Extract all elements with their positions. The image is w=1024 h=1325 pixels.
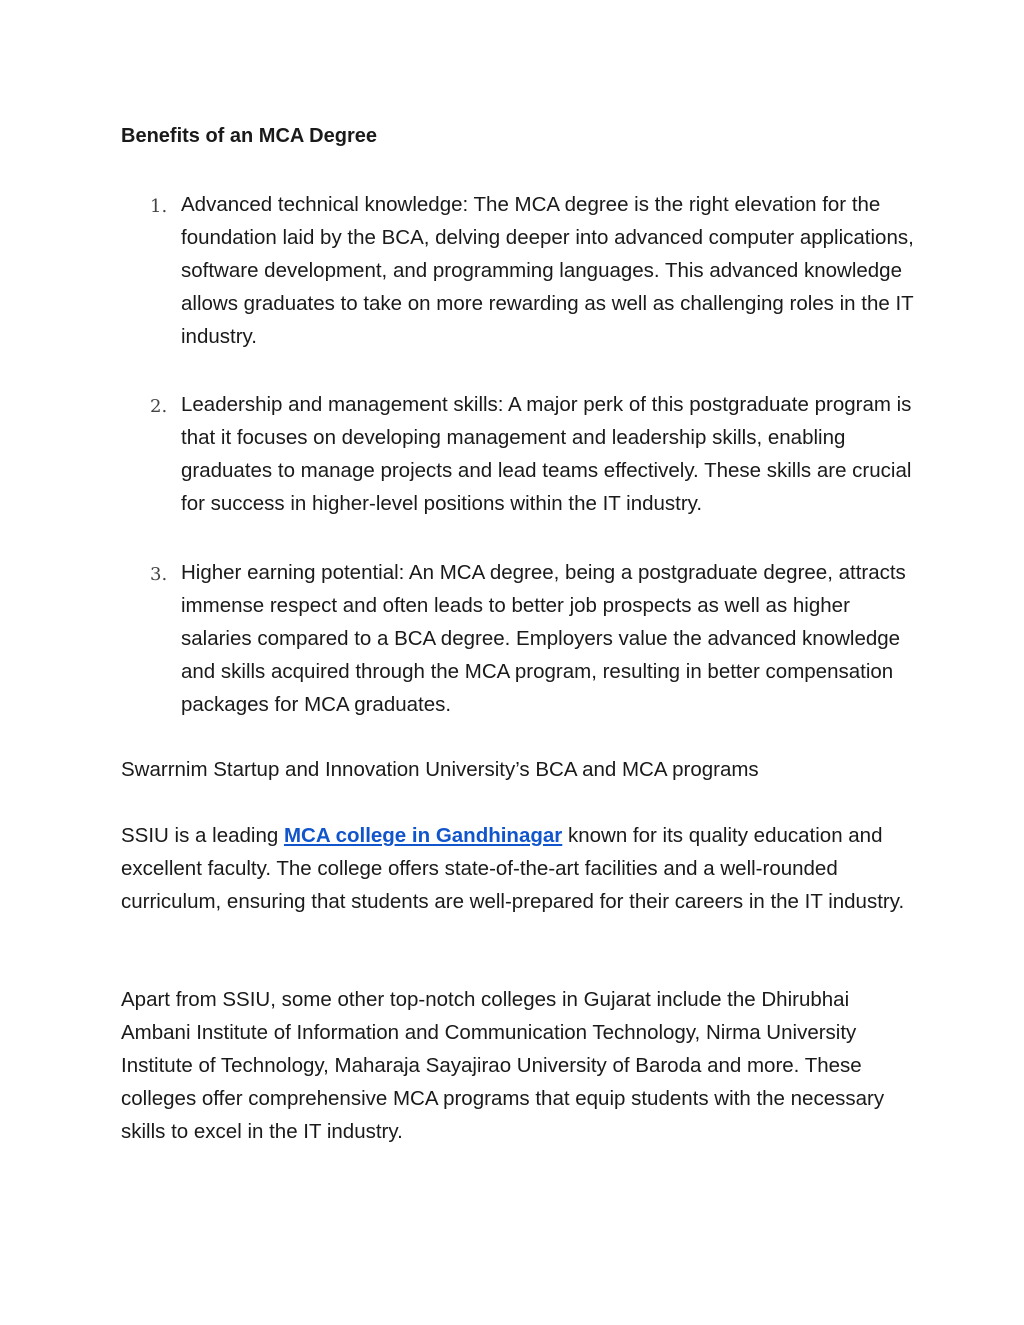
list-item-number: 1. <box>150 196 168 217</box>
list-item-text: Higher earning potential: An MCA degree, being a postgraduate degree, attracts immense respect and often leads to better job prospects as well as higher salaries compared to a BCA degree. Employers value the advanced knowledge and skills acquired through the MCA program, resulting in better compensation packages for MCA graduates. <box>181 561 906 716</box>
programs-subheading: Swarrnim Startup and Innovation University’s BCA and MCA programs <box>121 758 759 781</box>
ssiu-text-before-link: SSIU is a leading <box>121 824 284 847</box>
list-item-text: Advanced technical knowledge: The MCA degree is the right elevation for the foundation laid by the BCA, delving deeper into advanced computer applications, software development, and programming languages. This advanced knowledge allows graduates to take on more rewarding as well as challenging roles in the IT industry. <box>181 193 914 348</box>
list-item-number: 3. <box>150 564 168 585</box>
mca-college-link[interactable]: MCA college in Gandhinagar <box>283 824 563 847</box>
other-colleges-paragraph: Apart from SSIU, some other top-notch colleges in Gujarat include the Dhirubhai Ambani Institute of Information and Communication Technology, Nirma University Institute of Technology, Maharaja Sayajirao University of Baroda and more. These colleges offer comprehensive MCA programs that equip students with the necessary skills to excel in the IT industry. <box>121 988 885 1143</box>
list-item-text: Leadership and management skills: A major perk of this postgraduate program is that it focuses on developing management and leadership skills, enabling graduates to manage projects and lead teams effectively. These skills are crucial for success in higher-level positions within the IT industry. <box>181 393 912 515</box>
section-heading: Benefits of an MCA Degree <box>121 125 377 147</box>
ssiu-text-after-link: known for its quality education and excellent faculty. The college offers state-of-the-art facilities and a well-rounded curriculum, ensuring that students are well-prepared for their careers in the IT industry. <box>121 824 905 913</box>
ssiu-paragraph <box>121 819 911 918</box>
list-item-number: 2. <box>150 396 168 417</box>
